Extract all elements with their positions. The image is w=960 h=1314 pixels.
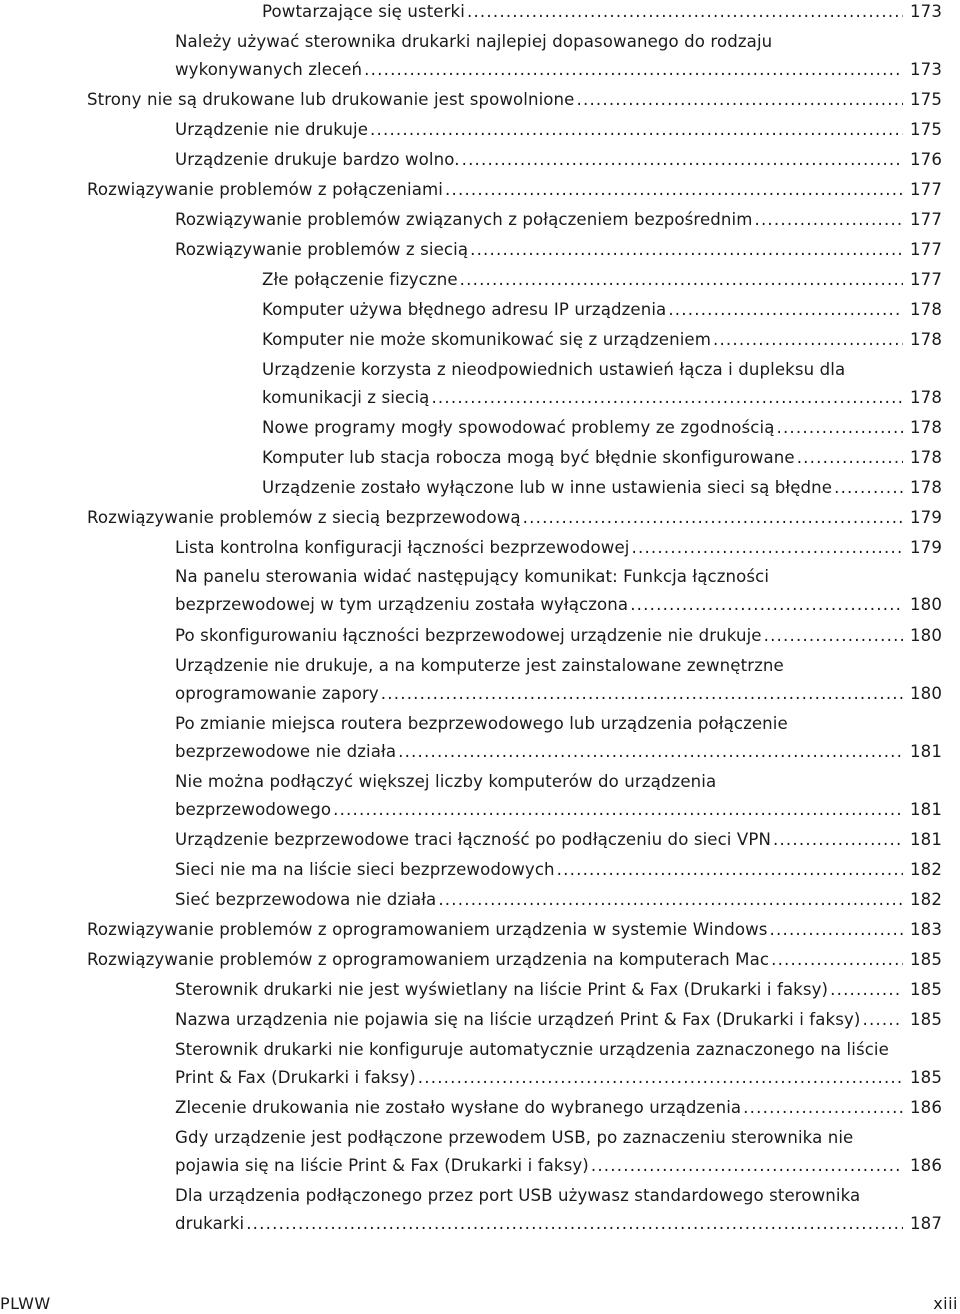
toc-entry-title-line: Na panelu sterowania widać następujący komunikat: Funkcja łączności — [175, 567, 770, 587]
toc-page-number: 177 — [910, 269, 942, 289]
toc-entry-title: Rozwiązywanie problemów z połączeniami — [87, 179, 444, 199]
toc-entry[interactable] — [175, 28, 942, 84]
dot-leader — [770, 916, 903, 944]
dot-leader — [776, 414, 903, 442]
dot-leader — [557, 856, 903, 884]
toc-page-number: 185 — [910, 1009, 942, 1029]
toc-entry-title: Lista kontrolna konfiguracji łączności bezprzewodowej — [175, 537, 630, 557]
toc-entry-title: Sieć bezprzewodowa nie działa — [175, 889, 437, 909]
toc-entry-title-line: Gdy urządzenie jest podłączone przewodem USB, po zaznaczeniu sterownika nie — [175, 1127, 854, 1147]
toc-page-number: 181 — [910, 741, 942, 761]
toc-entry-title: Komputer używa błędnego adresu IP urządzenia — [262, 299, 667, 319]
toc-entry-title: Strony nie są drukowane lub drukowanie jest spowolnione — [87, 90, 575, 109]
toc-entry[interactable] — [87, 176, 942, 204]
toc-entry-title: bezprzewodowej w tym urządzeniu została wyłączona — [175, 595, 629, 615]
toc-entry-title: Print & Fax (Drukarki i faksy) — [175, 1067, 416, 1087]
dot-leader — [418, 1064, 903, 1092]
toc-entry-title: wykonywanych zleceń — [175, 59, 363, 79]
toc-entry-row — [87, 504, 942, 532]
dot-leader — [862, 1006, 903, 1034]
toc-entry[interactable] — [262, 474, 942, 502]
toc-entry[interactable] — [262, 356, 942, 412]
toc-entry-title-line: Urządzenie nie drukuje, a na komputerze jest zainstalowane zewnętrzne — [175, 655, 784, 675]
dot-leader — [632, 534, 904, 562]
toc-entry-row — [175, 591, 942, 619]
toc-entry-row — [175, 886, 942, 914]
toc-entry-title: Rozwiązywanie problemów z oprogramowaniem urządzenia na komputerach Mac — [87, 949, 770, 969]
dot-leader — [773, 826, 903, 854]
toc-entry-row — [87, 916, 942, 944]
toc-entry-row — [175, 56, 942, 84]
toc-page-number: 173 — [910, 2, 942, 21]
dot-leader — [398, 738, 903, 766]
toc-entry-title-line: Po zmianie miejsca routera bezprzewodowego lub urządzenia połączenie — [175, 713, 788, 733]
toc-entry-row — [175, 856, 942, 884]
dot-leader — [797, 444, 903, 472]
toc-entry[interactable] — [175, 563, 942, 619]
toc-page-number: 178 — [910, 477, 942, 497]
toc-page-number: 178 — [910, 447, 942, 467]
toc-entry[interactable] — [175, 826, 942, 854]
dot-leader — [445, 176, 903, 204]
toc-entry-row — [175, 1064, 942, 1092]
toc-entry-title: Nazwa urządzenia nie pojawia się na liście urządzeń Print & Fax (Drukarki i faksy) — [175, 1009, 861, 1029]
toc-entry-row — [87, 946, 942, 974]
footer-left-label: PLWW — [0, 1294, 51, 1313]
toc-entry-row — [262, 326, 942, 354]
dot-leader — [333, 796, 903, 824]
toc-page-number: 176 — [910, 149, 942, 169]
toc-page-number: 187 — [910, 1213, 942, 1233]
toc-entry-row — [175, 206, 942, 234]
toc-entry-row — [262, 0, 942, 26]
toc-entry[interactable] — [175, 856, 942, 884]
dot-leader — [470, 236, 903, 264]
toc-entry-title: bezprzewodowego — [175, 799, 332, 819]
toc-entry-row — [175, 826, 942, 854]
toc-entry-title: Sterownik drukarki nie jest wyświetlany na liście Print & Fax (Drukarki i faksy) — [175, 979, 829, 999]
toc-page-number: 180 — [910, 625, 942, 645]
toc-entry-title: Rozwiązywanie problemów związanych z połączeniem bezpośrednim — [175, 209, 753, 229]
toc-entry[interactable] — [175, 1124, 942, 1180]
toc-page-number: 177 — [910, 179, 942, 199]
dot-leader — [764, 622, 903, 650]
dot-leader — [754, 206, 903, 234]
dot-leader — [591, 1152, 903, 1180]
toc-page-number: 185 — [910, 949, 942, 969]
toc-page-number: 178 — [910, 299, 942, 319]
toc-entry-title: Urządzenie bezprzewodowe traci łączność po podłączeniu do sieci VPN — [175, 829, 771, 849]
toc-entry[interactable] — [175, 206, 942, 234]
toc-entry-row — [262, 266, 942, 294]
dot-leader — [364, 56, 903, 84]
toc-page-number: 179 — [910, 507, 942, 527]
toc-entry-row — [175, 976, 942, 1004]
dot-leader — [381, 680, 903, 708]
toc-entry[interactable] — [262, 326, 942, 354]
toc-entry-row — [175, 622, 942, 650]
toc-entry-row — [87, 176, 942, 204]
toc-entry-title-line: Urządzenie korzysta z nieodpowiednich ustawień łącza i dupleksu dla — [262, 359, 846, 379]
toc-entry-title: komunikacji z siecią — [262, 387, 430, 407]
toc-page-number: 175 — [910, 90, 942, 109]
dot-leader — [467, 0, 903, 26]
toc-page-number: 186 — [910, 1155, 942, 1175]
toc-entry[interactable] — [262, 444, 942, 472]
toc-entry-row — [175, 236, 942, 264]
toc-entry[interactable] — [262, 0, 942, 26]
toc-entry-row — [175, 534, 942, 562]
toc-entry[interactable] — [175, 1006, 942, 1034]
toc-entry-row — [87, 86, 942, 114]
toc-page-number: 186 — [910, 1097, 942, 1117]
dot-leader — [523, 504, 903, 532]
dot-leader — [246, 1210, 903, 1238]
toc-entry[interactable] — [175, 534, 942, 562]
toc-entry-row — [262, 384, 942, 412]
toc-entry-title-line: Dla urządzenia podłączonego przez port USB używasz standardowego sterownika — [175, 1185, 861, 1205]
toc-entry-title: oprogramowanie zapory — [175, 683, 379, 703]
toc-page-number: 182 — [910, 889, 942, 909]
dot-leader — [462, 146, 903, 174]
toc-page-number: 178 — [910, 387, 942, 407]
toc-entry[interactable] — [87, 86, 942, 114]
toc-entry[interactable] — [87, 946, 942, 974]
toc-page-number: 179 — [910, 537, 942, 557]
dot-leader — [577, 86, 904, 114]
toc-entry-title: Po skonfigurowaniu łączności bezprzewodowej urządzenie nie drukuje — [175, 625, 762, 645]
toc-entry-title: bezprzewodowe nie działa — [175, 741, 397, 761]
toc-page-number: 180 — [910, 683, 942, 703]
toc-entry[interactable] — [262, 266, 942, 294]
toc-entry[interactable] — [262, 414, 942, 442]
toc-page-number: 185 — [910, 1067, 942, 1087]
toc-page-number: 178 — [910, 329, 942, 349]
toc-entry[interactable] — [175, 768, 942, 824]
toc-page-number: 183 — [910, 919, 942, 939]
toc-entry-title: Sieci nie ma na liście sieci bezprzewodowych — [175, 859, 555, 879]
toc-entry[interactable] — [87, 916, 942, 944]
toc-entry-row — [175, 680, 942, 708]
toc-entry[interactable] — [175, 710, 942, 766]
page-number: xiii — [933, 1294, 958, 1313]
toc-entry-title-line: Nie można podłączyć większej liczby komputerów do urządzenia — [175, 771, 717, 791]
toc-page-number: 178 — [910, 417, 942, 437]
toc-entry-title: Zlecenie drukowania nie zostało wysłane do wybranego urządzenia — [175, 1097, 742, 1117]
dot-leader — [668, 296, 903, 324]
toc-entry-title: Urządzenie zostało wyłączone lub w inne ustawienia sieci są błędne — [262, 477, 833, 497]
toc-entry[interactable] — [175, 652, 942, 708]
toc-entry-title: Komputer lub stacja robocza mogą być błędnie skonfigurowane — [262, 447, 795, 467]
toc-page-number: 182 — [910, 859, 942, 879]
toc-entry[interactable] — [175, 976, 942, 1004]
toc-page-number: 185 — [910, 979, 942, 999]
toc-entry[interactable] — [175, 622, 942, 650]
toc-entry-row — [175, 1006, 942, 1034]
toc-entry-row — [262, 444, 942, 472]
toc-entry-row — [175, 1152, 942, 1180]
dot-leader — [830, 976, 903, 1004]
dot-leader — [771, 946, 903, 974]
toc-entry[interactable] — [175, 236, 942, 264]
toc-entry-title: Nowe programy mogły spowodować problemy ze zgodnością — [262, 417, 775, 437]
toc-entry[interactable] — [175, 1036, 942, 1092]
dot-leader — [713, 326, 903, 354]
toc-entry-title: Powtarzające się usterki — [262, 2, 465, 21]
toc-entry-title: drukarki — [175, 1213, 245, 1233]
toc-entry-title: Urządzenie nie drukuje — [175, 120, 369, 139]
toc-entry[interactable] — [175, 1094, 942, 1122]
toc-entry-row — [175, 146, 942, 174]
toc-entry-title: Złe połączenie fizyczne — [262, 269, 458, 289]
toc-entry-title-line: Należy używać sterownika drukarki najlepiej dopasowanego do rodzaju — [175, 31, 773, 51]
toc-entry[interactable] — [262, 296, 942, 324]
toc-page-number: 181 — [910, 799, 942, 819]
toc-page-number: 175 — [910, 120, 942, 139]
dot-leader — [834, 474, 903, 502]
toc-entry-title: Rozwiązywanie problemów z siecią — [175, 239, 469, 259]
toc-entry[interactable] — [175, 146, 942, 174]
toc-entry-row — [262, 414, 942, 442]
toc-entry-title: Rozwiązywanie problemów z oprogramowaniem urządzenia w systemie Windows — [87, 919, 768, 939]
toc-entry[interactable] — [175, 1182, 942, 1238]
dot-leader — [431, 384, 903, 412]
toc-page-number: 180 — [910, 595, 942, 615]
dot-leader — [438, 886, 903, 914]
toc-entry-title: Komputer nie może skomunikować się z urządzeniem — [262, 329, 711, 349]
toc-entry-row — [175, 116, 942, 144]
toc-page-number: 181 — [910, 829, 942, 849]
toc-entry[interactable] — [175, 116, 942, 144]
toc-entry[interactable] — [87, 504, 942, 532]
toc-entry-title: Urządzenie drukuje bardzo wolno. — [175, 149, 460, 169]
dot-leader — [630, 591, 903, 619]
toc-entry-row — [175, 1210, 942, 1238]
toc-entry-title-line: Sterownik drukarki nie konfiguruje automatycznie urządzenia zaznaczonego na liście — [175, 1039, 889, 1059]
toc-page-number: 173 — [910, 59, 942, 79]
dot-leader — [370, 116, 903, 144]
toc-entry-title: pojawia się na liście Print & Fax (Drukarki i faksy) — [175, 1155, 589, 1175]
toc-entry[interactable] — [175, 886, 942, 914]
toc-entry-row — [175, 796, 942, 824]
toc-entry-title: Rozwiązywanie problemów z siecią bezprzewodową — [87, 507, 521, 527]
dot-leader — [743, 1094, 903, 1122]
toc-entry-row — [262, 296, 942, 324]
toc-entry-row — [175, 738, 942, 766]
toc-page-number: 177 — [910, 239, 942, 259]
dot-leader — [460, 266, 903, 294]
toc-entry-row — [262, 474, 942, 502]
toc-page-number: 177 — [910, 209, 942, 229]
toc-entry-row — [175, 1094, 942, 1122]
